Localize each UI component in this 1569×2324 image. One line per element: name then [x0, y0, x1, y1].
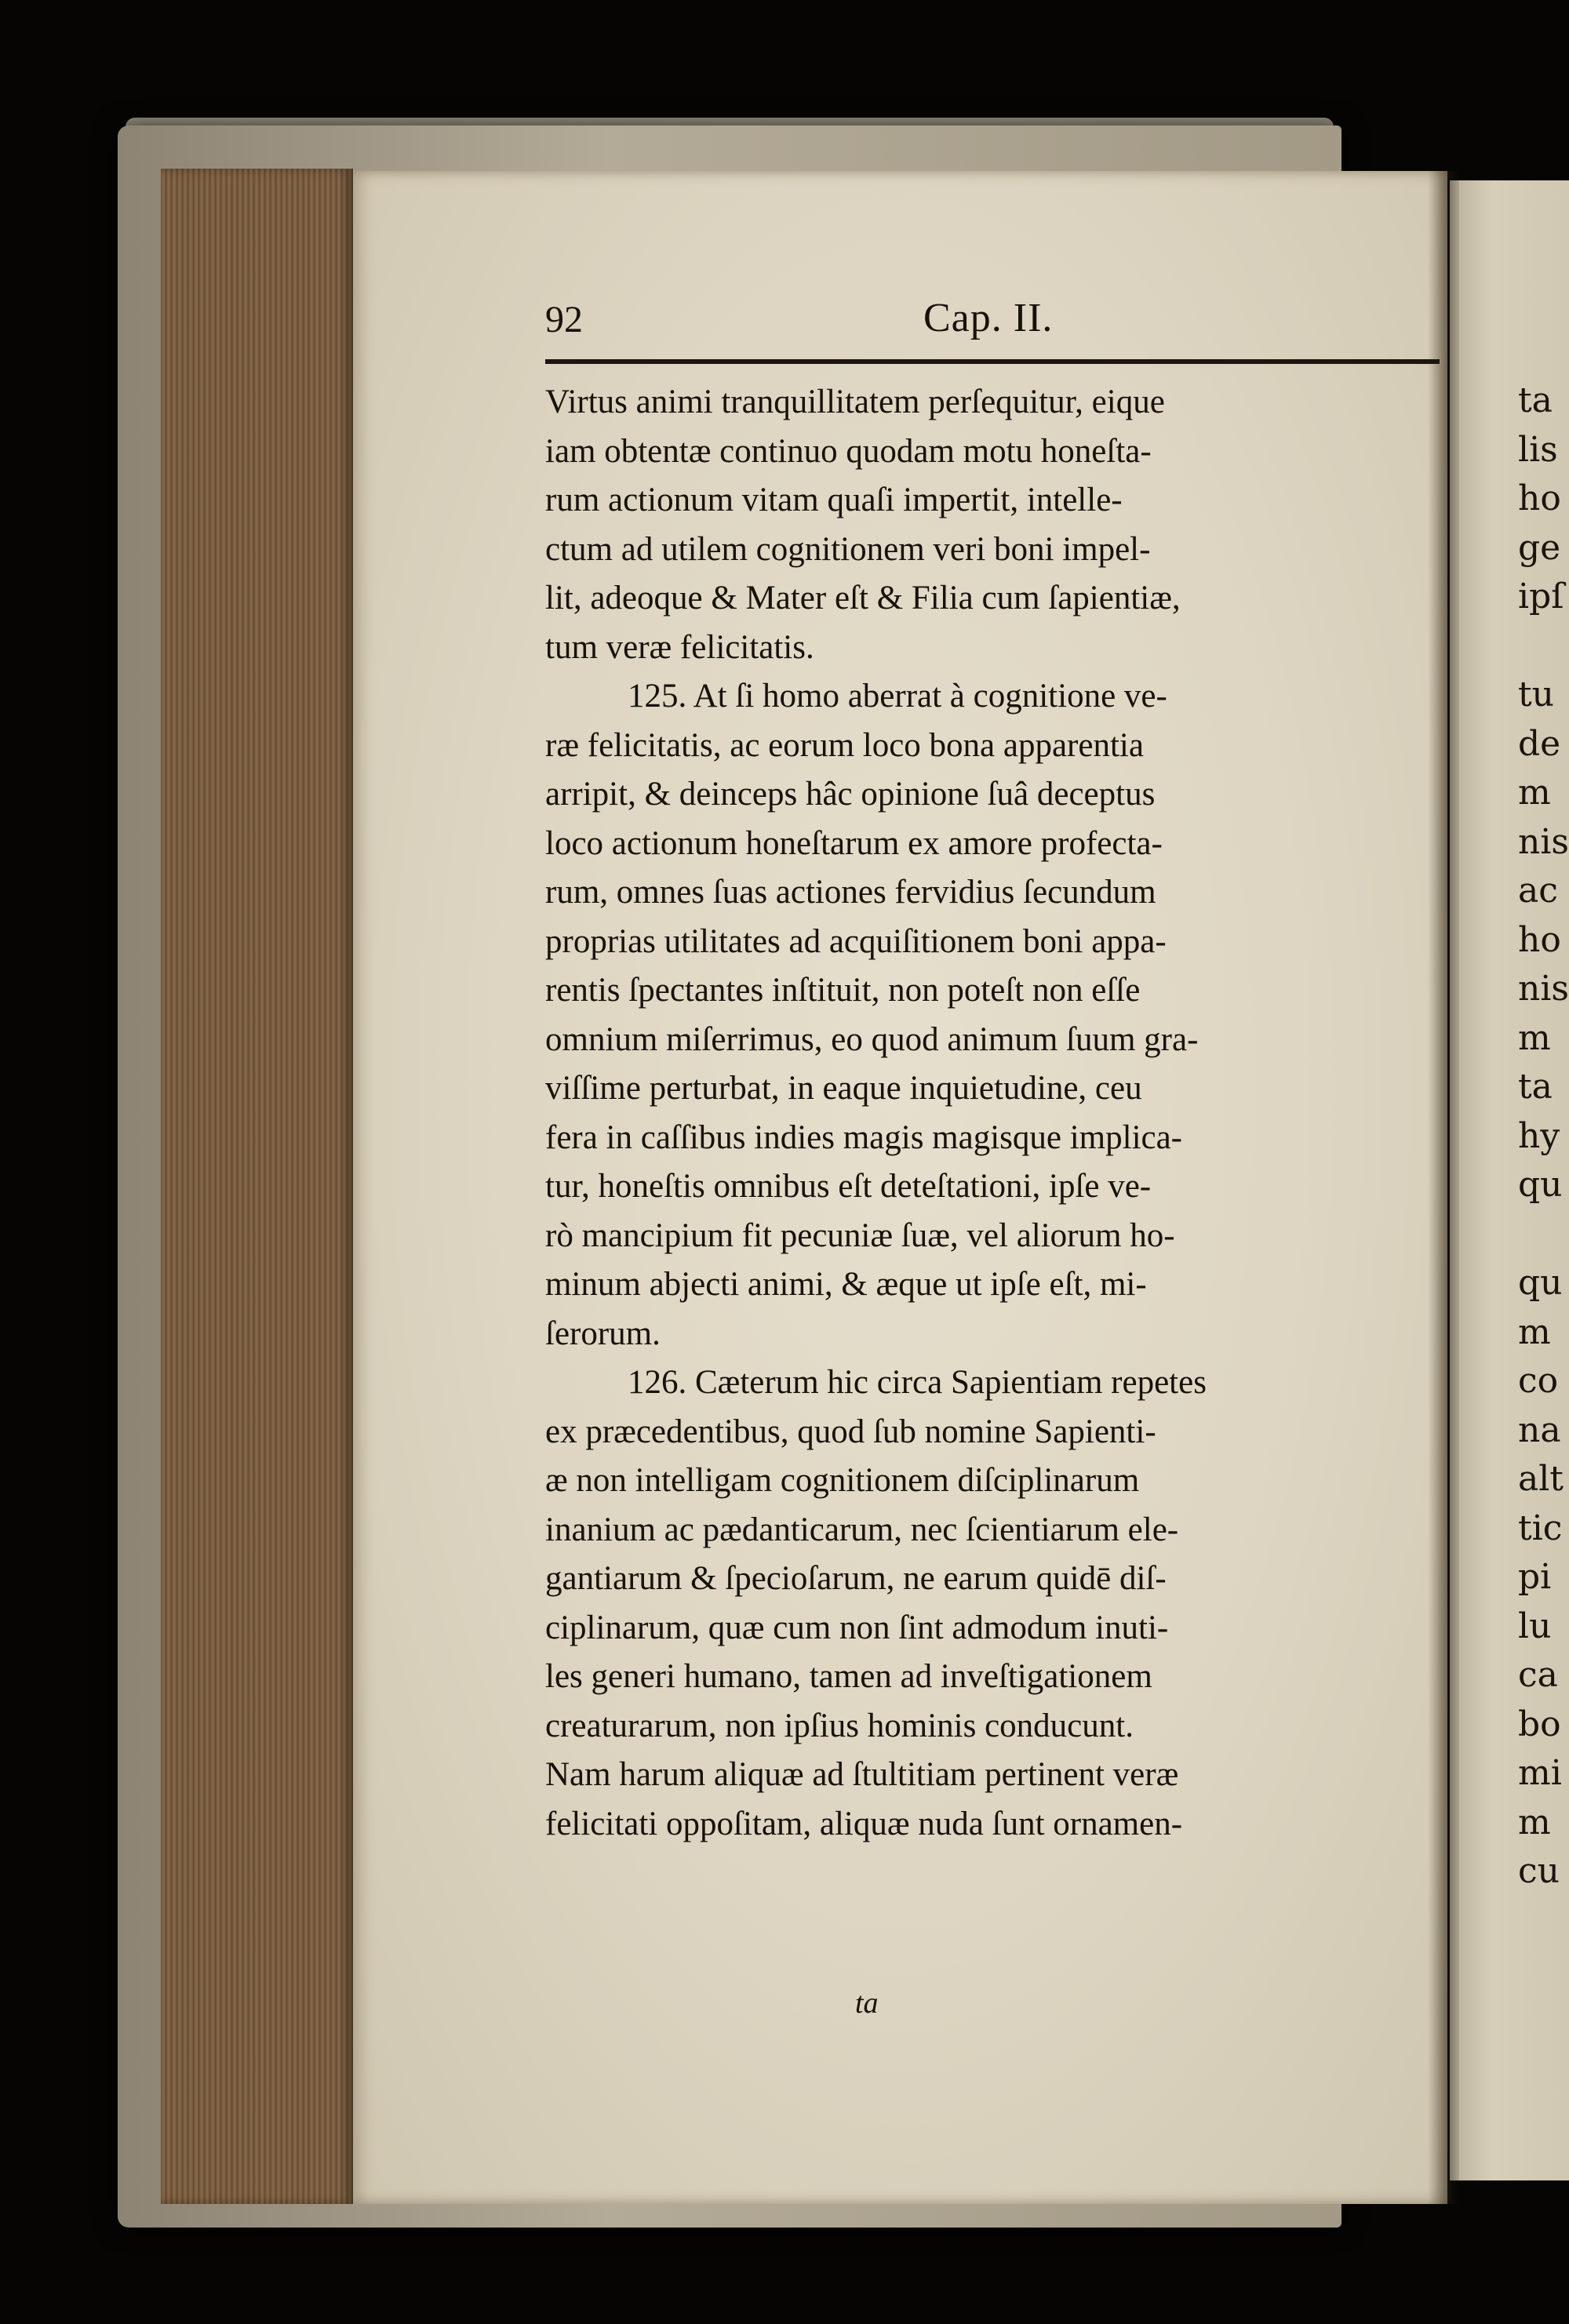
facing-page-fragment: ac	[1518, 871, 1558, 911]
text-line: ſerorum.	[545, 1315, 661, 1352]
text-line: tum veræ felicitatis.	[545, 628, 814, 666]
text-line: ciplinarum, quæ cum non ſint admodum inuti-	[545, 1609, 1169, 1646]
facing-page-fragment	[1518, 1210, 1569, 1260]
text-line: arripit, & deinceps hâc opinione ſuâ deceptus	[545, 776, 1156, 813]
text-line: rum actionum vitam quaſi impertit, intelle-	[545, 482, 1123, 518]
text-line: loco actionum honeſtarum ex amore profecta-	[545, 824, 1163, 862]
facing-page-fragment: qu	[1518, 1263, 1563, 1303]
facing-page-fragment: m	[1518, 773, 1551, 813]
text-line: lit, adeoque & Mater eſt & Filia cum ſapientiæ,	[545, 580, 1181, 616]
text-line: rum, omnes ſuas actiones fervidius ſecundum	[545, 874, 1156, 911]
text-line: proprias utilitates ad acquiſitionem boni appa-	[545, 922, 1167, 960]
facing-page-fragment: ipſ	[1518, 576, 1564, 616]
facing-page-fragment: pi	[1518, 1557, 1552, 1597]
text-line: rentis ſpectantes inſtituit, non poteſt non eſſe	[545, 972, 1141, 1009]
text-line: ex præcedentibus, quod ſub nomine Sapienti-	[545, 1413, 1156, 1450]
text-line: les generi humano, tamen ad inveſtigationem	[545, 1658, 1152, 1695]
text-line: iam obtentæ continuo quodam motu honeſta-	[545, 432, 1152, 470]
facing-page-fragment: ge	[1518, 527, 1561, 568]
catchword: ta	[855, 1987, 879, 2020]
text-line: tur, honeſtis omnibus eſt deteſtationi, ipſe ve-	[545, 1168, 1152, 1205]
header-rule	[545, 359, 1440, 364]
facing-page-fragment: cu	[1518, 1851, 1560, 1891]
facing-page-fragment: m	[1518, 1311, 1551, 1352]
text-line: ctum ad utilem cognitionem veri boni impel-	[545, 530, 1151, 568]
facing-page-fragment: co	[1518, 1361, 1559, 1401]
facing-page-fragment: ta	[1518, 380, 1553, 420]
facing-page-fragment: nis	[1518, 969, 1569, 1009]
text-line: creaturarum, non ipſius hominis conducunt.	[545, 1707, 1134, 1744]
page-text-block	[545, 290, 1447, 1842]
facing-page-fragment: tu	[1518, 675, 1555, 715]
facing-page-fragment: na	[1518, 1409, 1561, 1450]
page-header	[545, 290, 1447, 351]
facing-page-fragment: qu	[1518, 1165, 1563, 1205]
text-line: 126. Cæterum hic circa Sapientiam repetes	[628, 1364, 1207, 1401]
facing-page-fragment	[1518, 622, 1569, 671]
facing-page-fragment: m	[1518, 1017, 1551, 1058]
running-head: Cap. II.	[923, 296, 1054, 340]
facing-page-fragment: m	[1518, 1802, 1551, 1842]
facing-page-fragment: ho	[1518, 919, 1561, 960]
text-line: gantiarum & ſpecioſarum, ne earum quidē diſ-	[545, 1560, 1167, 1597]
facing-page-text	[1518, 376, 1569, 1897]
facing-page-fragment: hy	[1518, 1115, 1560, 1156]
facing-page-fragment: lu	[1518, 1606, 1552, 1646]
page-number: 92	[545, 299, 583, 340]
text-line: rò mancipium fit pecuniæ ſuæ, vel aliorum ho-	[545, 1217, 1175, 1254]
facing-page-fragment: bo	[1518, 1704, 1561, 1744]
text-line: minum abjecti animi, & æque ut ipſe eſt, mi-	[545, 1266, 1147, 1303]
facing-page-fragment: nis	[1518, 821, 1569, 862]
text-line: æ non intelligam cognitionem diſciplinarum	[545, 1462, 1140, 1499]
text-line: viſſime perturbat, in eaque inquietudine, ceu	[545, 1070, 1142, 1107]
facing-page-fragment: ho	[1518, 478, 1561, 518]
text-line: ræ felicitatis, ac eorum loco bona apparentia	[545, 726, 1144, 764]
facing-page-fragment: lis	[1518, 429, 1558, 470]
text-line: felicitati oppoſitam, aliquæ nuda ſunt ornamen-	[545, 1805, 1183, 1842]
text-line: inanium ac pædanticarum, nec ſcientiarum ele-	[545, 1511, 1179, 1548]
text-line: 125. At ſi homo aberrat à cognitione ve-	[628, 678, 1167, 715]
facing-page-fragment: ta	[1518, 1067, 1553, 1107]
text-line: Nam harum aliquæ ad ſtultitiam pertinent veræ	[545, 1756, 1179, 1793]
facing-page-fragment: de	[1518, 723, 1561, 764]
facing-page-fragment: ca	[1518, 1655, 1558, 1695]
text-line: omnium miſerrimus, eo quod animum ſuum gra-	[545, 1020, 1199, 1058]
facing-page-fragment: mi	[1518, 1753, 1562, 1793]
page-fore-edges	[161, 169, 353, 2204]
text-line: Virtus animi tranquillitatem perſequitur, eique	[545, 384, 1165, 420]
facing-page-fragment: alt	[1518, 1459, 1564, 1499]
text-line: fera in caſſibus indies magis magisque implica-	[545, 1118, 1183, 1156]
page-body	[545, 378, 1440, 1849]
facing-page-fragment: tic	[1518, 1508, 1563, 1548]
